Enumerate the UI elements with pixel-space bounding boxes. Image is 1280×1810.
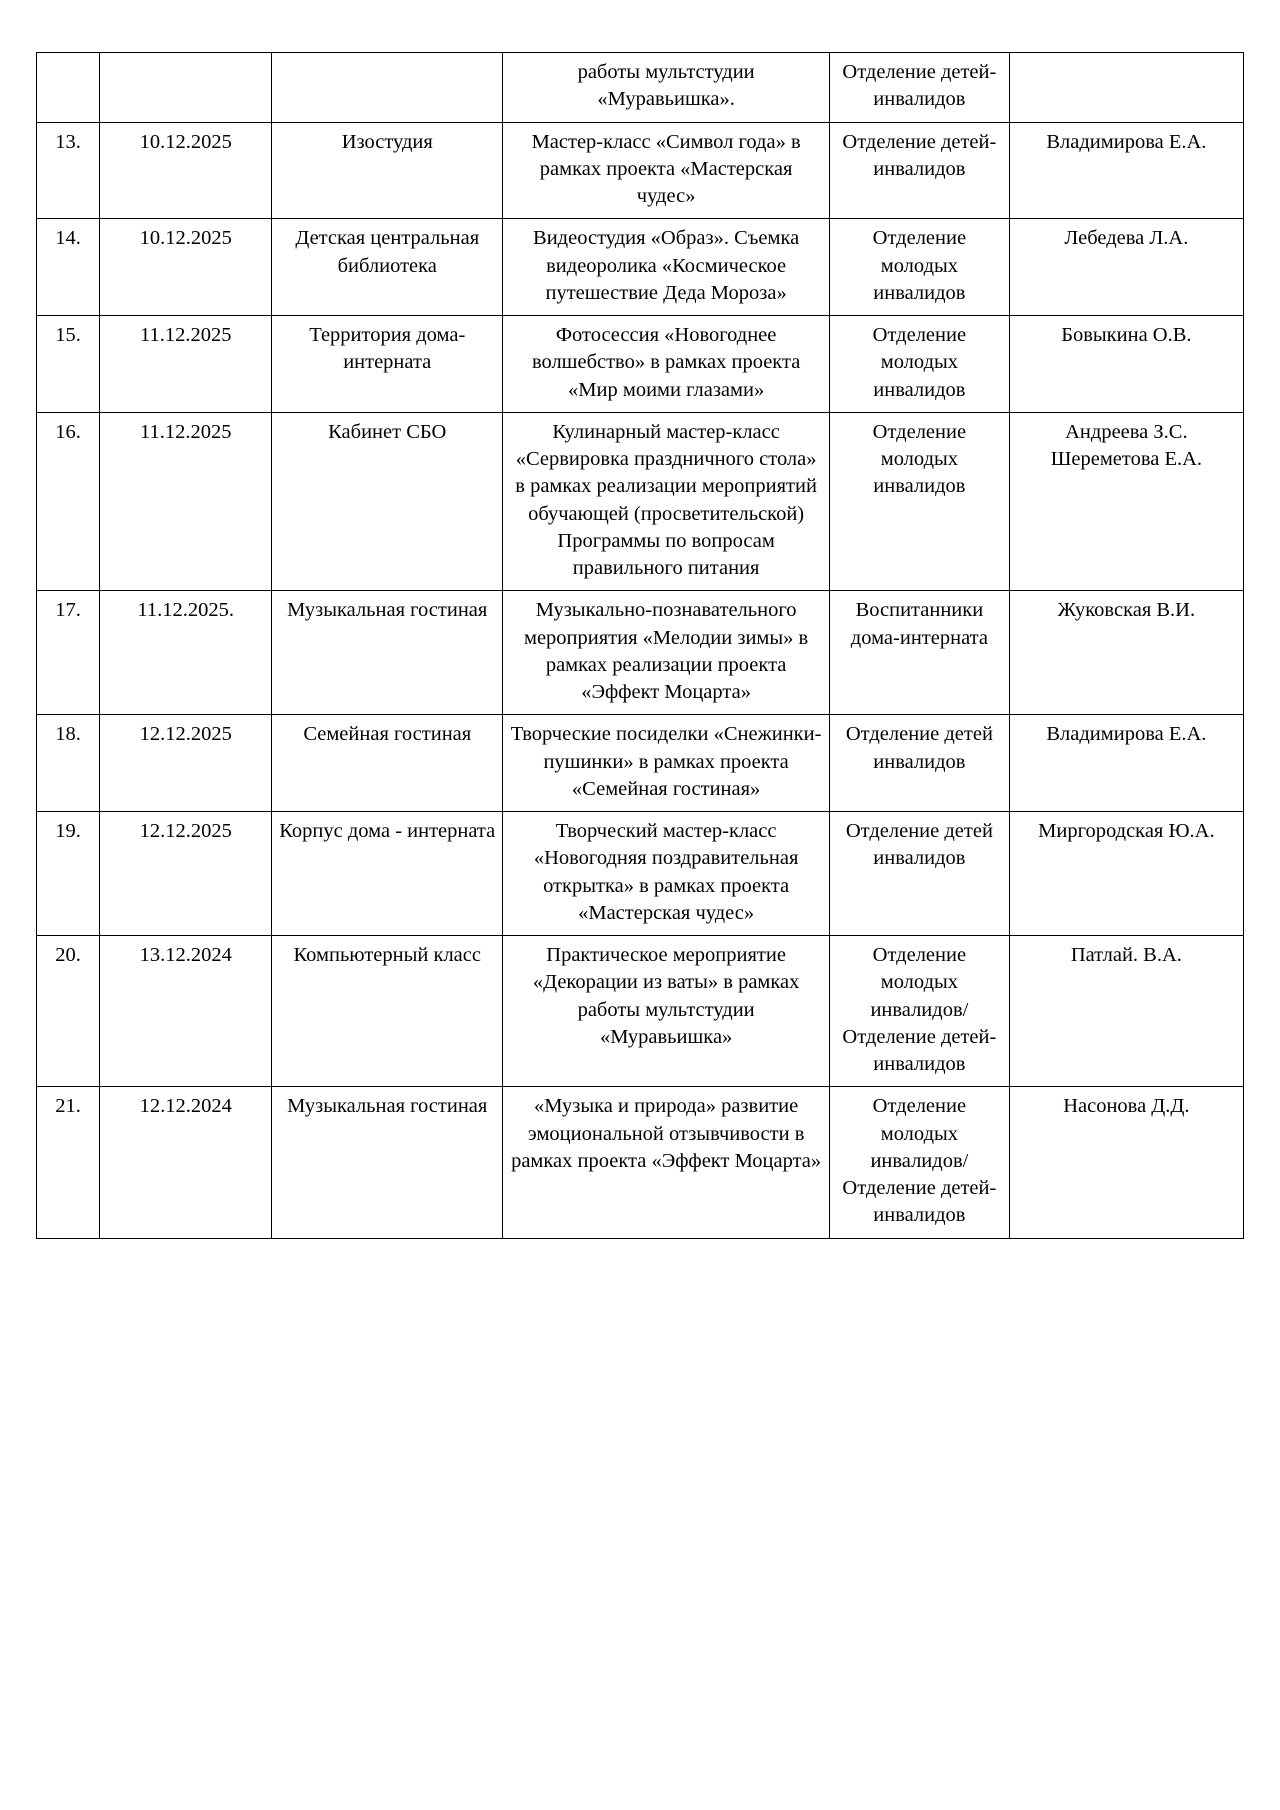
row-place: Корпус дома - интерната [272,812,503,936]
row-number: 21. [37,1087,100,1238]
row-person: Патлай. В.А. [1009,936,1243,1087]
row-event: «Музыка и природа» развитие эмоциональной отзывчивости в рамках проекта «Эффект Моцарта» [503,1087,830,1238]
row-date: 12.12.2025 [100,715,272,812]
row-date: 12.12.2025 [100,812,272,936]
row-person: Насонова Д.Д. [1009,1087,1243,1238]
row-event: Кулинарный мастер-класс «Сервировка праздничного стола» в рамках реализации мероприятий обучающей (просветительской) Программы по вопросам правильного питания [503,412,830,591]
row-event: Творческие посиделки «Снежинки-пушинки» в рамках проекта «Семейная гостиная» [503,715,830,812]
row-audience: Отделение молодых инвалидов [830,219,1010,316]
row-place: Музыкальная гостиная [272,1087,503,1238]
row-audience: Отделение детей-инвалидов [830,122,1010,219]
row-place: Семейная гостиная [272,715,503,812]
row-person: Жуковская В.И. [1009,591,1243,715]
schedule-table-body [37,53,1244,1239]
row-number: 18. [37,715,100,812]
row-event: работы мультстудии «Муравьишка». [503,53,830,123]
row-audience: Отделение детей инвалидов [830,715,1010,812]
table-row [37,1087,1244,1238]
row-place: Детская центральная библиотека [272,219,503,316]
row-event: Практическое мероприятие «Декорации из ваты» в рамках работы мультстудии «Муравьишка» [503,936,830,1087]
row-audience: Отделение молодых инвалидов/Отделение детей-инвалидов [830,936,1010,1087]
row-number [37,53,100,123]
row-date: 12.12.2024 [100,1087,272,1238]
row-audience: Отделение молодых инвалидов [830,316,1010,413]
row-audience: Отделение детей-инвалидов [830,53,1010,123]
row-place: Компьютерный класс [272,936,503,1087]
table-row [37,316,1244,413]
row-event: Творческий мастер-класс «Новогодняя поздравительная открытка» в рамках проекта «Мастерская чудес» [503,812,830,936]
row-date: 10.12.2025 [100,122,272,219]
row-date: 11.12.2025 [100,412,272,591]
row-place [272,53,503,123]
table-row [37,715,1244,812]
table-row [37,219,1244,316]
row-place: Территория дома-интерната [272,316,503,413]
row-event: Музыкально-познавательного мероприятия «Мелодии зимы» в рамках реализации проекта «Эффект Моцарта» [503,591,830,715]
row-date: 13.12.2024 [100,936,272,1087]
row-event: Видеостудия «Образ». Съемка видеоролика «Космическое путешествие Деда Мороза» [503,219,830,316]
row-number: 19. [37,812,100,936]
row-date: 11.12.2025. [100,591,272,715]
row-audience: Отделение молодых инвалидов [830,412,1010,591]
row-person: Миргородская Ю.А. [1009,812,1243,936]
row-place: Музыкальная гостиная [272,591,503,715]
row-place: Изостудия [272,122,503,219]
row-event: Фотосессия «Новогоднее волшебство» в рамках проекта «Мир моими глазами» [503,316,830,413]
row-audience: Отделение детей инвалидов [830,812,1010,936]
row-date: 11.12.2025 [100,316,272,413]
row-number: 14. [37,219,100,316]
row-number: 13. [37,122,100,219]
row-person: Лебедева Л.А. [1009,219,1243,316]
row-date: 10.12.2025 [100,219,272,316]
table-row [37,591,1244,715]
row-number: 15. [37,316,100,413]
schedule-table [36,52,1244,1239]
table-row [37,53,1244,123]
row-person: Владимирова Е.А. [1009,122,1243,219]
table-row [37,812,1244,936]
table-row [37,122,1244,219]
row-event: Мастер-класс «Символ года» в рамках проекта «Мастерская чудес» [503,122,830,219]
table-row [37,412,1244,591]
row-number: 16. [37,412,100,591]
row-audience: Отделение молодых инвалидов/Отделение детей-инвалидов [830,1087,1010,1238]
row-place: Кабинет СБО [272,412,503,591]
row-person: Бовыкина О.В. [1009,316,1243,413]
row-audience: Воспитанники дома-интерната [830,591,1010,715]
row-person [1009,53,1243,123]
row-number: 20. [37,936,100,1087]
row-person: Владимирова Е.А. [1009,715,1243,812]
row-number: 17. [37,591,100,715]
row-date [100,53,272,123]
table-row [37,936,1244,1087]
row-person: Андреева З.С. Шереметова Е.А. [1009,412,1243,591]
